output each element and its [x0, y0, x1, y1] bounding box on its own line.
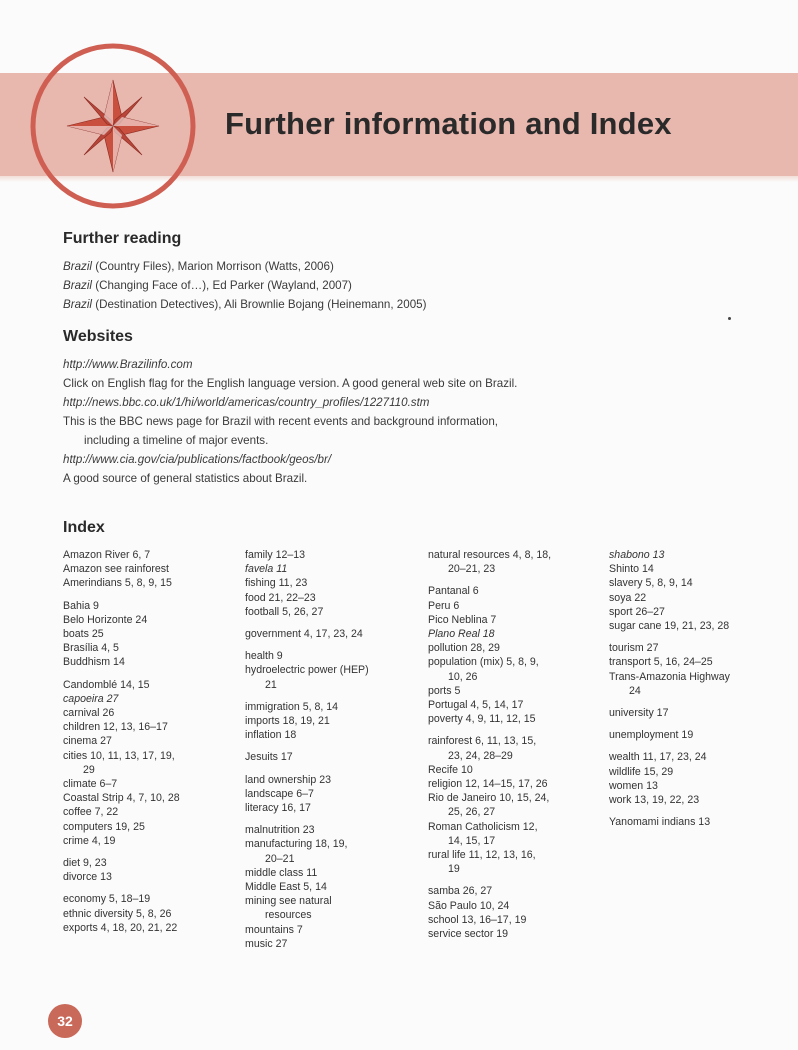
index-entry: soya 22: [609, 591, 647, 604]
index-entry: family 12–13: [245, 549, 306, 561]
index-entry: service sector 19: [428, 928, 509, 941]
index-entry: boats 25: [63, 628, 104, 641]
compass-rose-icon: [27, 40, 199, 212]
index-entry: Recife 10: [428, 763, 473, 776]
index-entry: wealth 11, 17, 23, 24: [609, 751, 707, 764]
reading-item: Brazil (Changing Face of…), Ed Parker (Wayland, 2007): [63, 279, 352, 292]
index-column-3: [428, 548, 551, 941]
index-column-1: [63, 548, 180, 935]
index-entry: health 9: [245, 650, 283, 663]
index-entry: Bahia 9: [63, 599, 99, 612]
index-entry: 20–21, 23: [448, 563, 496, 576]
index-entry: Plano Real 18: [428, 628, 495, 641]
index-entry: 21: [265, 678, 277, 691]
index-entry: landscape 6–7: [245, 787, 314, 800]
index-entry: mining see natural: [245, 895, 332, 908]
index-entry: Portugal 4, 5, 14, 17: [428, 699, 524, 712]
website-description: This is the BBC news page for Brazil with recent events and background information,: [63, 415, 498, 428]
index-entry: Amerindians 5, 8, 9, 15: [63, 577, 172, 590]
index-entry: Jesuits 17: [245, 751, 293, 764]
website-url[interactable]: http://news.bbc.co.uk/1/hi/world/americas/country_profiles/1227110.stm: [63, 396, 430, 409]
website-url[interactable]: http://www.Brazilinfo.com: [63, 358, 193, 371]
index-entry: favela 11: [245, 563, 288, 576]
index-heading: Index: [63, 519, 105, 536]
index-entry: 10, 26: [448, 670, 478, 683]
website-description: Click on English flag for the English language version. A good general web site on Brazil.: [63, 377, 518, 390]
index-entry: food 21, 22–23: [245, 591, 316, 604]
index-entry: rural life 11, 12, 13, 16,: [428, 849, 536, 862]
index-entry: Yanomami indians 13: [609, 816, 711, 829]
website-url[interactable]: http://www.cia.gov/cia/publications/factbook/geos/br/: [63, 453, 332, 466]
index-entry: rainforest 6, 11, 13, 15,: [428, 735, 537, 748]
index-entry: Pico Neblina 7: [428, 613, 497, 626]
index-entry: climate 6–7: [63, 778, 118, 791]
index-entry: football 5, 26, 27: [245, 605, 324, 618]
index-entry: mountains 7: [245, 923, 303, 936]
websites-heading: Websites: [63, 328, 133, 345]
websites-list: [63, 355, 517, 488]
index-entry: 23, 24, 28–29: [448, 749, 513, 762]
further-reading-heading: Further reading: [63, 230, 182, 247]
index-entry: school 13, 16–17, 19: [428, 913, 527, 926]
index-entry: Peru 6: [428, 599, 460, 612]
reading-item: Brazil (Destination Detectives), Ali Brownlie Bojang (Heinemann, 2005): [63, 298, 427, 311]
index-entry: cinema 27: [63, 735, 112, 748]
index-entry: capoeira 27: [63, 692, 119, 705]
index-entry: samba 26, 27: [428, 885, 493, 898]
index-entry: resources: [265, 909, 312, 922]
index-entry: economy 5, 18–19: [63, 893, 151, 906]
index-column-4: [609, 548, 730, 829]
index-entry: middle class 11: [245, 866, 318, 879]
page-title: Further information and Index: [225, 106, 672, 141]
index-entry: fishing 11, 23: [245, 577, 308, 590]
index-entry: Trans-Amazonia Highway: [609, 670, 730, 683]
index-entry: ethnic diversity 5, 8, 26: [63, 907, 172, 920]
index-entry: tourism 27: [609, 642, 659, 655]
index-entry: Amazon see rainforest: [63, 563, 169, 576]
index-entry: Amazon River 6, 7: [63, 549, 151, 561]
index-entry: unemployment 19: [609, 729, 694, 742]
index-entry: Middle East 5, 14: [245, 881, 327, 894]
index-entry: Pantanal 6: [428, 585, 479, 598]
website-description: including a timeline of major events.: [84, 434, 269, 447]
index-entry: São Paulo 10, 24: [428, 899, 510, 912]
index-entry: university 17: [609, 707, 669, 720]
index-entry: Rio de Janeiro 10, 15, 24,: [428, 792, 550, 805]
index-entry: sport 26–27: [609, 605, 665, 618]
website-description: A good source of general statistics about Brazil.: [63, 472, 308, 485]
index-entry: immigration 5, 8, 14: [245, 700, 339, 713]
page-number: 32: [48, 1004, 82, 1038]
index-entry: Buddhism 14: [63, 656, 125, 669]
index-entry: divorce 13: [63, 871, 112, 884]
reading-item: Brazil (Country Files), Marion Morrison (Watts, 2006): [63, 260, 334, 273]
index-entry: Coastal Strip 4, 7, 10, 28: [63, 792, 180, 805]
index-entry: natural resources 4, 8, 18,: [428, 549, 552, 561]
index-entry: poverty 4, 9, 11, 12, 15: [428, 713, 536, 726]
index-entry: coffee 7, 22: [63, 806, 119, 819]
index-entry: Candomblé 14, 15: [63, 678, 150, 691]
further-reading-list: [63, 257, 426, 314]
index-entry: computers 19, 25: [63, 820, 145, 833]
index-entry: cities 10, 11, 13, 17, 19,: [63, 749, 175, 762]
index-entry: work 13, 19, 22, 23: [609, 794, 700, 807]
index-entry: pollution 28, 29: [428, 642, 500, 655]
index-entry: music 27: [245, 937, 288, 950]
index-entry: 14, 15, 17: [448, 834, 496, 847]
index-entry: transport 5, 16, 24–25: [609, 656, 713, 669]
index-entry: women 13: [609, 779, 658, 792]
index-entry: religion 12, 14–15, 17, 26: [428, 778, 548, 791]
index-entry: diet 9, 23: [63, 857, 107, 870]
index-entry: malnutrition 23: [245, 824, 315, 837]
index-entry: imports 18, 19, 21: [245, 715, 330, 728]
index-entry: manufacturing 18, 19,: [245, 838, 348, 851]
index-entry: Brasília 4, 5: [63, 642, 119, 655]
index-entry: wildlife 15, 29: [609, 765, 674, 778]
index-entry: 24: [629, 684, 641, 697]
index-entry: exports 4, 18, 20, 21, 22: [63, 921, 178, 934]
index-entry: 20–21: [265, 852, 295, 865]
index-entry: slavery 5, 8, 9, 14: [609, 577, 693, 590]
index-entry: hydroelectric power (HEP): [245, 664, 369, 677]
index-column-2: [245, 548, 369, 951]
index-entry: 29: [83, 763, 95, 776]
index-entry: ports 5: [428, 684, 461, 697]
index-entry: literacy 16, 17: [245, 802, 311, 815]
index-entry: government 4, 17, 23, 24: [245, 628, 363, 641]
index-entry: 19: [448, 863, 460, 876]
index-entry: land ownership 23: [245, 773, 331, 786]
index-entry: Shinto 14: [609, 563, 654, 576]
index-entry: carnival 26: [63, 707, 115, 720]
index-entry: 25, 26, 27: [448, 806, 496, 819]
index-entry: children 12, 13, 16–17: [63, 721, 168, 734]
index-entry: shabono 13: [609, 549, 665, 561]
index-entry: inflation 18: [245, 729, 297, 742]
index-entry: crime 4, 19: [63, 834, 116, 847]
index-entry: Belo Horizonte 24: [63, 613, 148, 626]
stray-dot: [728, 317, 731, 320]
index-entry: sugar cane 19, 21, 23, 28: [609, 620, 730, 633]
index-entry: Roman Catholicism 12,: [428, 820, 538, 833]
index-entry: population (mix) 5, 8, 9,: [428, 656, 539, 669]
